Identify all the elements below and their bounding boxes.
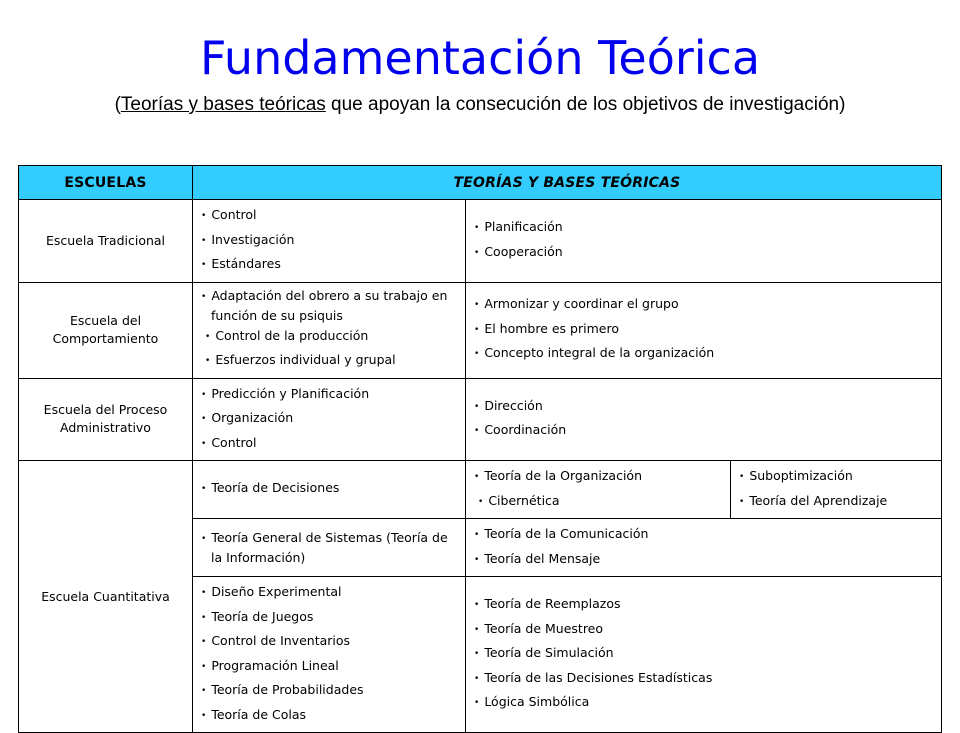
column-header-schools: ESCUELAS	[19, 166, 193, 200]
list-item: • Cibernética	[474, 490, 724, 515]
table-row	[19, 200, 942, 283]
theories-cell-c	[731, 461, 942, 519]
list-item: • Predicción y Planificación	[201, 383, 459, 408]
page-subtitle: (Teorías y bases teóricas que apoyan la consecución de los objetivos de investigación)	[114, 94, 846, 115]
table-row	[19, 378, 942, 461]
list-item: • Control de Inventarios	[201, 630, 459, 655]
theories-cell-b	[466, 200, 942, 283]
list-item: • El hombre es primero	[474, 318, 935, 343]
list-item: • Teoría de Muestreo	[474, 618, 935, 643]
theories-cell-a	[193, 461, 466, 519]
theories-cell-a	[193, 200, 466, 283]
list-item: • Teoría de Reemplazos	[474, 593, 935, 618]
column-header-theories: TEORÍAS Y BASES TEÓRICAS	[193, 166, 942, 200]
theories-cell-b	[466, 282, 942, 378]
list-item: • Adaptación del obrero a su trabajo en función de su psiquis	[201, 287, 459, 325]
theories-cell-a	[193, 282, 466, 378]
list-item: • Armonizar y coordinar el grupo	[474, 293, 935, 318]
list-item: • Programación Lineal	[201, 655, 459, 680]
theories-cell-b	[466, 519, 942, 577]
theories-cell-a	[193, 577, 466, 733]
list-item: • Planificación	[474, 216, 935, 241]
list-item: • Teoría del Aprendizaje	[739, 490, 935, 515]
list-item: • Cooperación	[474, 241, 935, 266]
list-item: • Estándares	[201, 253, 459, 278]
page-title: Fundamentación Teórica	[199, 31, 761, 85]
list-item: • Coordinación	[474, 419, 935, 444]
list-item: • Esfuerzos individual y grupal	[201, 349, 459, 374]
list-item: • Organización	[201, 407, 459, 432]
list-item: • Suboptimización	[739, 465, 935, 490]
list-item: • Investigación	[201, 229, 459, 254]
list-item: • Concepto integral de la organización	[474, 342, 935, 367]
theories-cell-b	[466, 461, 731, 519]
subtitle-underlined: Teorías y bases teóricas	[120, 94, 326, 115]
list-item: • Teoría del Mensaje	[474, 548, 935, 573]
list-item: • Teoría de Juegos	[201, 606, 459, 631]
table-header-row	[19, 166, 942, 200]
list-item: • Control	[201, 432, 459, 457]
theories-cell-a	[193, 519, 466, 577]
list-item: • Control	[201, 204, 459, 229]
list-item: • Teoría de la Comunicación	[474, 523, 935, 548]
school-cell: Escuela Tradicional	[19, 200, 193, 283]
school-cell: Escuela del Comportamiento	[19, 282, 193, 378]
list-item: • Teoría de Colas	[201, 704, 459, 729]
list-item: • Teoría de la Organización	[474, 465, 724, 490]
list-item: • Control de la producción	[201, 325, 459, 350]
school-cell: Escuela del Proceso Administrativo	[19, 378, 193, 461]
list-item: • Teoría de las Decisiones Estadísticas	[474, 667, 935, 692]
list-item: • Teoría de Decisiones	[201, 477, 459, 502]
theories-cell-b	[466, 378, 942, 461]
list-item: • Teoría de Simulación	[474, 642, 935, 667]
theories-cell-b	[466, 577, 942, 733]
list-item: • Dirección	[474, 395, 935, 420]
table-row	[19, 282, 942, 378]
theories-table	[18, 165, 942, 733]
list-item: • Diseño Experimental	[201, 581, 459, 606]
list-item: • Lógica Simbólica	[474, 691, 935, 716]
table-row	[19, 461, 942, 519]
list-item: • Teoría General de Sistemas (Teoría de la Información)	[201, 529, 459, 567]
list-item: • Teoría de Probabilidades	[201, 679, 459, 704]
school-cell: Escuela Cuantitativa	[19, 461, 193, 733]
theories-cell-a	[193, 378, 466, 461]
